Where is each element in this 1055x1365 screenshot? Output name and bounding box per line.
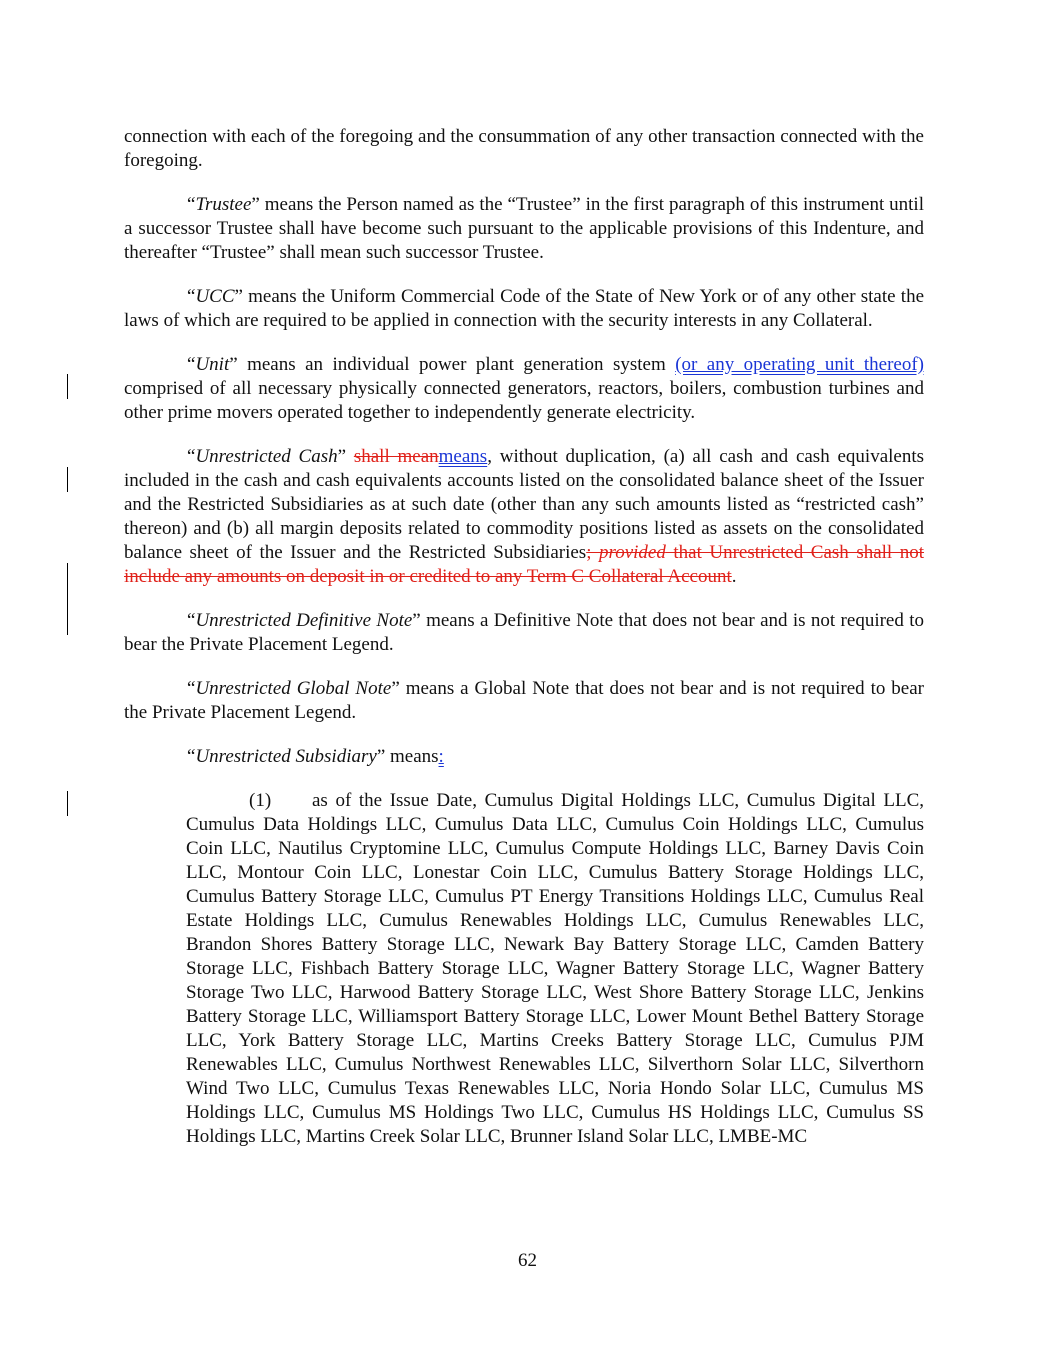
deleted-text-semicolon: ;	[586, 542, 599, 563]
unrestricted-subsidiary-definition: ” means	[376, 746, 439, 767]
foregoing-text: connection with each of the foregoing and the consummation of any other transaction connected with the foregoing.	[124, 126, 924, 171]
document-page	[124, 125, 924, 1169]
term-unrestricted-definitive-note: Unrestricted Definitive Note	[195, 610, 413, 631]
clause-1-number: (1)	[249, 790, 272, 811]
unrestricted-definitive-note-definition: ” means a Definitive Note that does not bear and is not required to bear the Private Placement Legend.	[124, 610, 924, 655]
unrestricted-global-note-definition: ” means a Global Note that does not bear and is not required to bear the Private Placement Legend.	[124, 678, 925, 723]
clause-1	[186, 789, 924, 1149]
term-trustee: Trustee	[195, 194, 252, 215]
page-number: 62	[518, 1250, 537, 1271]
unrestricted-cash-definition: , without duplication, (a) all cash and cash equivalents included in the cash and cash equivalents accounts listed on the consolidated balance sheet of the Issuer and the Restricted Subsidiaries as at such date (other than any such amounts listed as “restricted cash” thereon) and (b) all margin deposits related to commodity positions listed as assets on the consolidated balance sheet of the Issuer and the Restricted Subsidiaries	[124, 446, 925, 563]
term-ucc: UCC	[195, 286, 235, 307]
unit-definition-start: ” means an individual power plant generation system	[229, 354, 676, 375]
clause-1-text: as of the Issue Date, Cumulus Digital Holdings LLC, Cumulus Digital LLC, Cumulus Data Holdings LLC, Cumulus Data LLC, Cumulus Coin Holdings LLC, Cumulus Coin LLC, Nautilus Cryptomine LLC, Cumulus Compute Holdings LLC, Barney Davis Coin LLC, Montour Coin LLC, Lonestar Coin LLC, Cumulus Battery Storage Holdings LLC, Cumulus Battery Storage LLC, Cumulus PT Energy Transitions Holdings LLC, Cumulus Real Estate Holdings LLC, Cumulus Renewables Holdings LLC, Cumulus Renewables LLC, Brandon Shores Battery Storage LLC, Newark Bay Battery Storage LLC, Camden Battery Storage LLC, Fishbach Battery Storage LLC, Wagner Battery Storage LLC, Wagner Battery Storage Two LLC, Harwood Battery Storage LLC, West Shore Battery Storage LLC, Jenkins Battery Storage LLC, Williamsport Battery Storage LLC, Lower Mount Bethel Battery Storage LLC, York Battery Storage LLC, Martins Creeks Battery Storage LLC, Cumulus PJM Renewables LLC, Cumulus Northwest Renewables LLC, Silverthorn Solar LLC, Silverthorn Wind Two LLC, Cumulus Texas Renewables LLC, Noria Hondo Solar LLC, Cumulus MS Holdings LLC, Cumulus MS Holdings Two LLC, Cumulus HS Holdings LLC, Cumulus SS Holdings LLC, Martins Creek Solar LLC, Brunner Island Solar LLC, LMBE-MC	[186, 790, 924, 1147]
definition-unrestricted-subsidiary: “Unrestricted Subsidiary” means:	[187, 746, 444, 767]
paragraph-foregoing	[124, 125, 924, 173]
deleted-text-provided: provided	[599, 542, 666, 563]
term-unit: Unit	[195, 354, 230, 375]
change-bar-unrestricted-subsidiary	[67, 791, 68, 816]
term-unrestricted-global-note: Unrestricted Global Note	[195, 678, 392, 699]
definition-unrestricted-global-note: “Unrestricted Global Note” means a Global Note that does not bear and is not required to bear the Private Placement Legend.	[124, 678, 925, 723]
definition-unrestricted-definitive-note: “Unrestricted Definitive Note” means a Definitive Note that does not bear and is not required to bear the Private Placement Legend.	[124, 610, 924, 655]
trustee-definition: ” means the Person named as the “Trustee” in the first paragraph of this instrument until a successor Trustee shall have become such pursuant to the applicable provisions of this Indenture, and thereafter “Trustee” shall mean such successor Trustee.	[124, 194, 924, 263]
definition-trustee: “Trustee” means the Person named as the “Trustee” in the first paragraph of this instrument until a successor Trustee shall have become such pursuant to the applicable provisions of this Indenture, and thereafter “Trustee” shall mean such successor Trustee.	[124, 194, 924, 263]
inserted-text-colon: :	[438, 746, 444, 767]
inserted-text-unit: (or any operating unit thereof)	[675, 354, 924, 375]
deleted-text-shall-mean: shall mean	[353, 446, 439, 467]
term-unrestricted-cash: Unrestricted Cash	[195, 446, 338, 467]
inserted-text-means: means	[438, 446, 488, 467]
definition-ucc: “UCC” means the Uniform Commercial Code of the State of New York or of any other state the laws of which are required to be applied in connection with the security interests in any Collateral.	[124, 286, 924, 331]
ucc-definition: ” means the Uniform Commercial Code of the State of New York or of any other state the laws of which are required to be applied in connection with the security interests in any Collateral.	[124, 286, 924, 331]
definition-unit: “Unit” means an individual power plant generation system (or any operating unit thereof) comprised of all necessary physically connected generators, reactors, boilers, combustion turbines and other prime movers operated together to independently generate electricity.	[124, 354, 924, 423]
quote-close: ”	[337, 446, 354, 467]
deleted-text-proviso: that Unrestricted Cash shall not include any amounts on deposit in or credited to any Term C Collateral Account	[124, 542, 925, 587]
definition-unrestricted-cash: “Unrestricted Cash” shall meanmeans, without duplication, (a) all cash and cash equivalents included in the cash and cash equivalents accounts listed on the consolidated balance sheet of the Issuer and the Restricted Subsidiaries as at such date (other than any such amounts listed as “restricted cash” thereon) and (b) all margin deposits related to commodity positions listed as assets on the consolidated balance sheet of the Issuer and the Restricted Subsidiaries; provided that Unrestricted Cash shall not include any amounts on deposit in or credited to any Term C Collateral Account.	[124, 446, 925, 587]
change-bar-provided-clause	[67, 563, 68, 635]
term-unrestricted-subsidiary: Unrestricted Subsidiary	[195, 746, 377, 767]
unit-definition-end: comprised of all necessary physically connected generators, reactors, boilers, combustion turbines and other prime movers operated together to independently generate electricity.	[124, 378, 924, 423]
change-bar-unit	[67, 374, 68, 399]
period: .	[731, 566, 737, 587]
change-bar-unrestricted-cash	[67, 467, 68, 492]
